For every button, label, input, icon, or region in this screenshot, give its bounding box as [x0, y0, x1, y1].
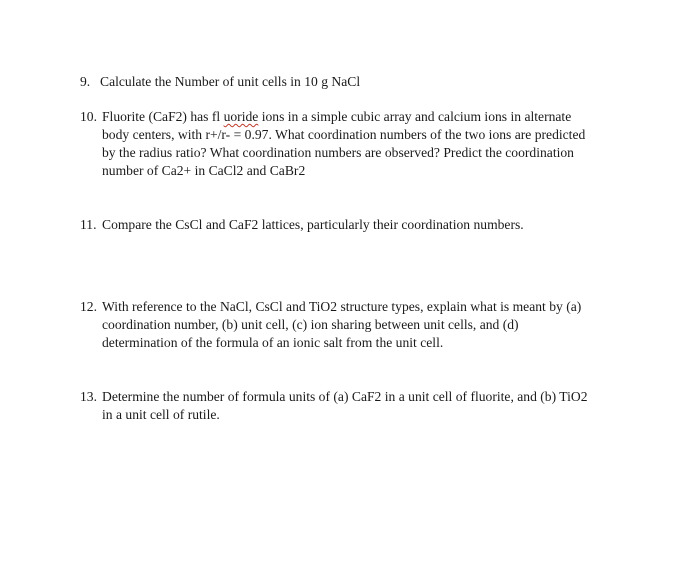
question-line: coordination number, (b) unit cell, (c) ion sharing between unit cells, and (d): [102, 317, 519, 332]
question-text: [80, 298, 625, 352]
question-text: [80, 216, 625, 234]
question-9: [80, 73, 625, 91]
question-11: [80, 216, 625, 234]
question-line: determination of the formula of an ionic salt from the unit cell.: [102, 335, 444, 350]
question-12: [80, 298, 625, 352]
question-line: by the radius ratio? What coordination numbers are observed? Predict the coordination: [102, 145, 574, 160]
question-line: With reference to the NaCl, CsCl and TiO2 structure types, explain what is meant by (a): [102, 299, 582, 314]
question-text: [80, 73, 625, 91]
question-line: in a unit cell of rutile.: [102, 407, 220, 422]
question-number: 9.: [80, 74, 91, 89]
question-line: Determine the number of formula units of (a) CaF2 in a unit cell of fluorite, and (b) TiO2: [102, 389, 588, 404]
question-text: [80, 108, 625, 180]
question-line: body centers, with r+/r- = 0.97. What coordination numbers of the two ions are predicted: [102, 127, 586, 142]
question-13: [80, 388, 625, 424]
question-number: 13.: [80, 389, 97, 404]
question-number: 12.: [80, 299, 97, 314]
question-line: number of Ca2+ in CaCl2 and CaBr2: [102, 163, 306, 178]
question-line: Calculate the Number of unit cells in 10 g NaCl: [100, 74, 361, 89]
question-number: 10.: [80, 109, 97, 124]
question-text: [80, 388, 625, 424]
text-segment: Fluorite (CaF2) has fl: [102, 109, 224, 124]
question-line: Compare the CsCl and CaF2 lattices, particularly their coordination numbers.: [102, 217, 524, 232]
misspelled-word: uoride: [223, 109, 259, 124]
question-line: [102, 108, 625, 126]
question-10: [80, 108, 625, 180]
question-number: 11.: [80, 217, 97, 232]
text-segment: ions in a simple cubic array and calcium ions in alternate: [258, 109, 572, 124]
